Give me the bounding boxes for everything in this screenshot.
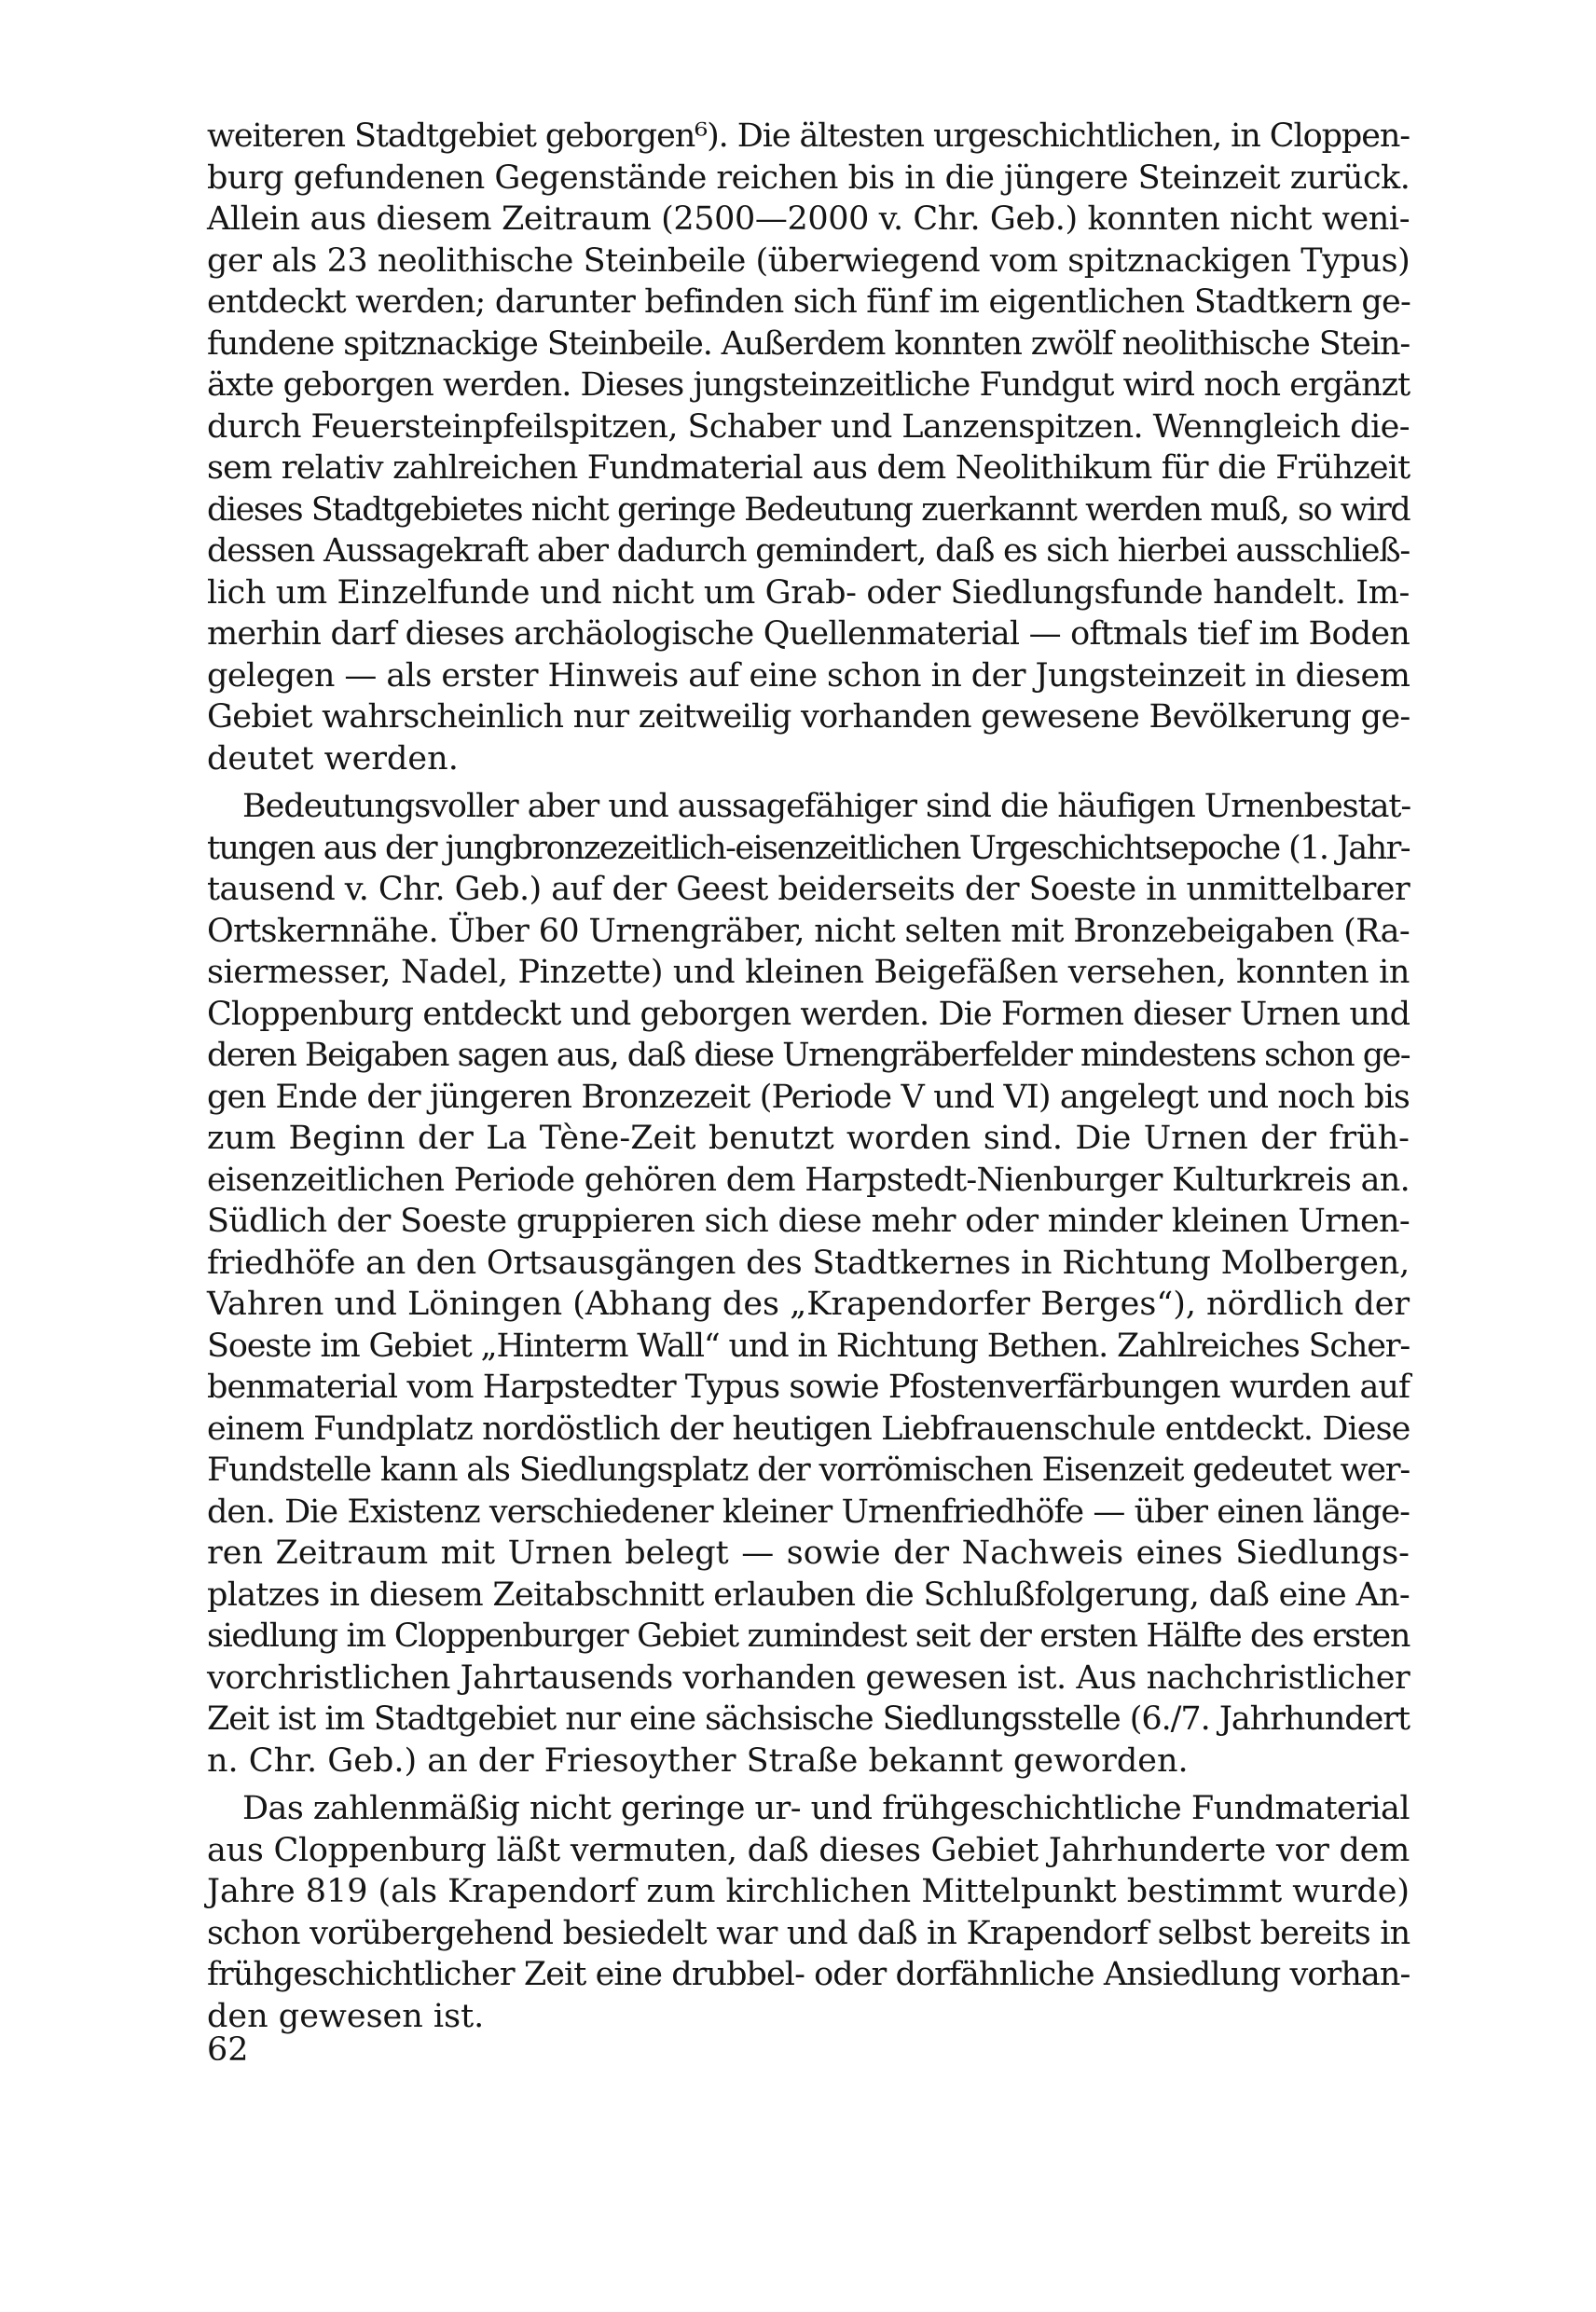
text-line: dessen Aussagekraft aber dadurch gemindert, daß es sich hierbei ausschließ- [207, 532, 1410, 570]
text-line: fundene spitznackige Steinbeile. Außerdem konnten zwölf neolithische Stein- [207, 324, 1410, 363]
text-line: ger als 23 neolithische Steinbeile (überwiegend vom spitznackigen Typus) [207, 241, 1410, 280]
text-line: ren Zeitraum mit Urnen belegt — sowie der Nachweis eines Siedlungs- [207, 1534, 1410, 1572]
text-line: Zeit ist im Stadtgebiet nur eine sächsische Siedlungsstelle (6./7. Jahrhundert [207, 1700, 1410, 1738]
text-line: durch Feuersteinpfeilspitzen, Schaber und Lanzenspitzen. Wenngleich die- [207, 407, 1410, 446]
text-line: den gewesen ist. [207, 1997, 485, 2035]
text-line: vorchristlichen Jahrtausends vorhanden gewesen ist. Aus nachchristlicher [207, 1658, 1410, 1697]
paragraph [207, 1788, 1410, 2037]
text-line: weiteren Stadtgebiet geborgen⁶). Die ältesten urgeschichtlichen, in Cloppen- [207, 117, 1410, 155]
paragraph [207, 116, 1410, 779]
text-line: tausend v. Chr. Geb.) auf der Geest beiderseits der Soeste in unmittelbarer [207, 871, 1410, 908]
text-line: Allein aus diesem Zeitraum (2500—2000 v. Chr. Geb.) konnten nicht weni- [207, 200, 1410, 238]
text-line: friedhöfe an den Ortsausgängen des Stadtkernes in Richtung Molbergen, [207, 1244, 1410, 1282]
text-line: Das zahlenmäßig nicht geringe ur- und frühgeschichtliche Fundmaterial [242, 1790, 1410, 1827]
text-line: eisenzeitlichen Periode gehören dem Harpstedt-Nienburger Kulturkreis an. [207, 1161, 1410, 1199]
text-line: zum Beginn der La Tène-Zeit benutzt worden sind. Die Urnen der früh- [207, 1120, 1410, 1157]
text-line: Bedeutungsvoller aber und aussagefähiger sind die häufigen Urnenbestat- [242, 788, 1411, 825]
text-line: den. Die Existenz verschiedener kleiner Urnenfriedhöfe — über einen länge- [207, 1493, 1410, 1531]
paragraph [207, 786, 1410, 1782]
text-line: aus Cloppenburg läßt vermuten, daß dieses Gebiet Jahrhunderte vor dem [207, 1831, 1410, 1869]
text-line: platzes in diesem Zeitabschnitt erlauben die Schlußfolgerung, daß eine An- [207, 1576, 1410, 1614]
body-text [207, 116, 1410, 2044]
text-line: Gebiet wahrscheinlich nur zeitweilig vorhanden gewesene Bevölkerung ge- [207, 698, 1410, 736]
text-line: gelegen — als erster Hinweis auf eine schon in der Jungsteinzeit in diesem [207, 656, 1410, 695]
text-line: lich um Einzelfunde und nicht um Grab- oder Siedlungsfunde handelt. Im- [207, 573, 1410, 612]
text-line: sem relativ zahlreichen Fundmaterial aus dem Neolithikum für die Frühzeit [207, 449, 1410, 487]
text-line: frühgeschichtlicher Zeit eine drubbel- oder dorfähnliche Ansiedlung vorhan- [207, 1956, 1410, 1993]
text-line: merhin darf dieses archäologische Quellenmaterial — oftmals tief im Boden [207, 615, 1410, 653]
text-line: siedlung im Cloppenburger Gebiet zumindest seit der ersten Hälfte des ersten [207, 1617, 1410, 1655]
text-line: siermesser, Nadel, Pinzette) und kleinen Beigefäßen versehen, konnten in [207, 954, 1410, 991]
text-line: n. Chr. Geb.) an der Friesoyther Straße bekannt geworden. [207, 1741, 1189, 1780]
text-line: Ortskernnähe. Über 60 Urnengräber, nicht selten mit Bronzebeigaben (Ra- [207, 912, 1410, 950]
text-line: einem Fundplatz nordöstlich der heutigen Liebfrauenschule entdeckt. Diese [207, 1410, 1410, 1448]
text-line: deutet werden. [207, 739, 459, 778]
page-number: 62 [207, 2031, 249, 2069]
text-line: Südlich der Soeste gruppieren sich diese mehr oder minder kleinen Urnen- [207, 1203, 1410, 1240]
text-line: Soeste im Gebiet „Hinterm Wall“ und in Richtung Bethen. Zahlreiches Scher- [207, 1327, 1410, 1365]
text-line: Fundstelle kann als Siedlungsplatz der vorrömischen Eisenzeit gedeutet wer- [207, 1452, 1410, 1489]
text-line: benmaterial vom Harpstedter Typus sowie Pfostenverfärbungen wurden auf [207, 1369, 1410, 1406]
text-line: schon vorübergehend besiedelt war und daß in Krapendorf selbst bereits in [207, 1914, 1410, 1952]
text-line: entdeckt werden; darunter befinden sich fünf im eigentlichen Stadtkern ge- [207, 283, 1410, 321]
text-line: Jahre 819 (als Krapendorf zum kirchlichen Mittelpunkt bestimmt wurde) [207, 1873, 1410, 1910]
text-line: burg gefundenen Gegenstände reichen bis in die jüngere Steinzeit zurück. [207, 158, 1410, 197]
text-line: tungen aus der jungbronzezeitlich-eisenzeitlichen Urgeschichtsepoche (1. Jahr- [207, 829, 1410, 867]
text-line: Cloppenburg entdeckt und geborgen werden. Die Formen dieser Urnen und [207, 995, 1410, 1033]
text-line: dieses Stadtgebietes nicht geringe Bedeutung zuerkannt werden muß, so wird [207, 490, 1410, 529]
text-line: äxte geborgen werden. Dieses jungsteinzeitliche Fundgut wird noch ergänzt [207, 366, 1410, 404]
text-line: gen Ende der jüngeren Bronzezeit (Periode V und VI) angelegt und noch bis [207, 1078, 1410, 1116]
text-line: deren Beigaben sagen aus, daß diese Urnengräberfelder mindestens schon ge- [207, 1037, 1410, 1074]
text-line: Vahren und Löningen (Abhang des „Krapendorfer Berges“), nördlich der [207, 1286, 1410, 1323]
